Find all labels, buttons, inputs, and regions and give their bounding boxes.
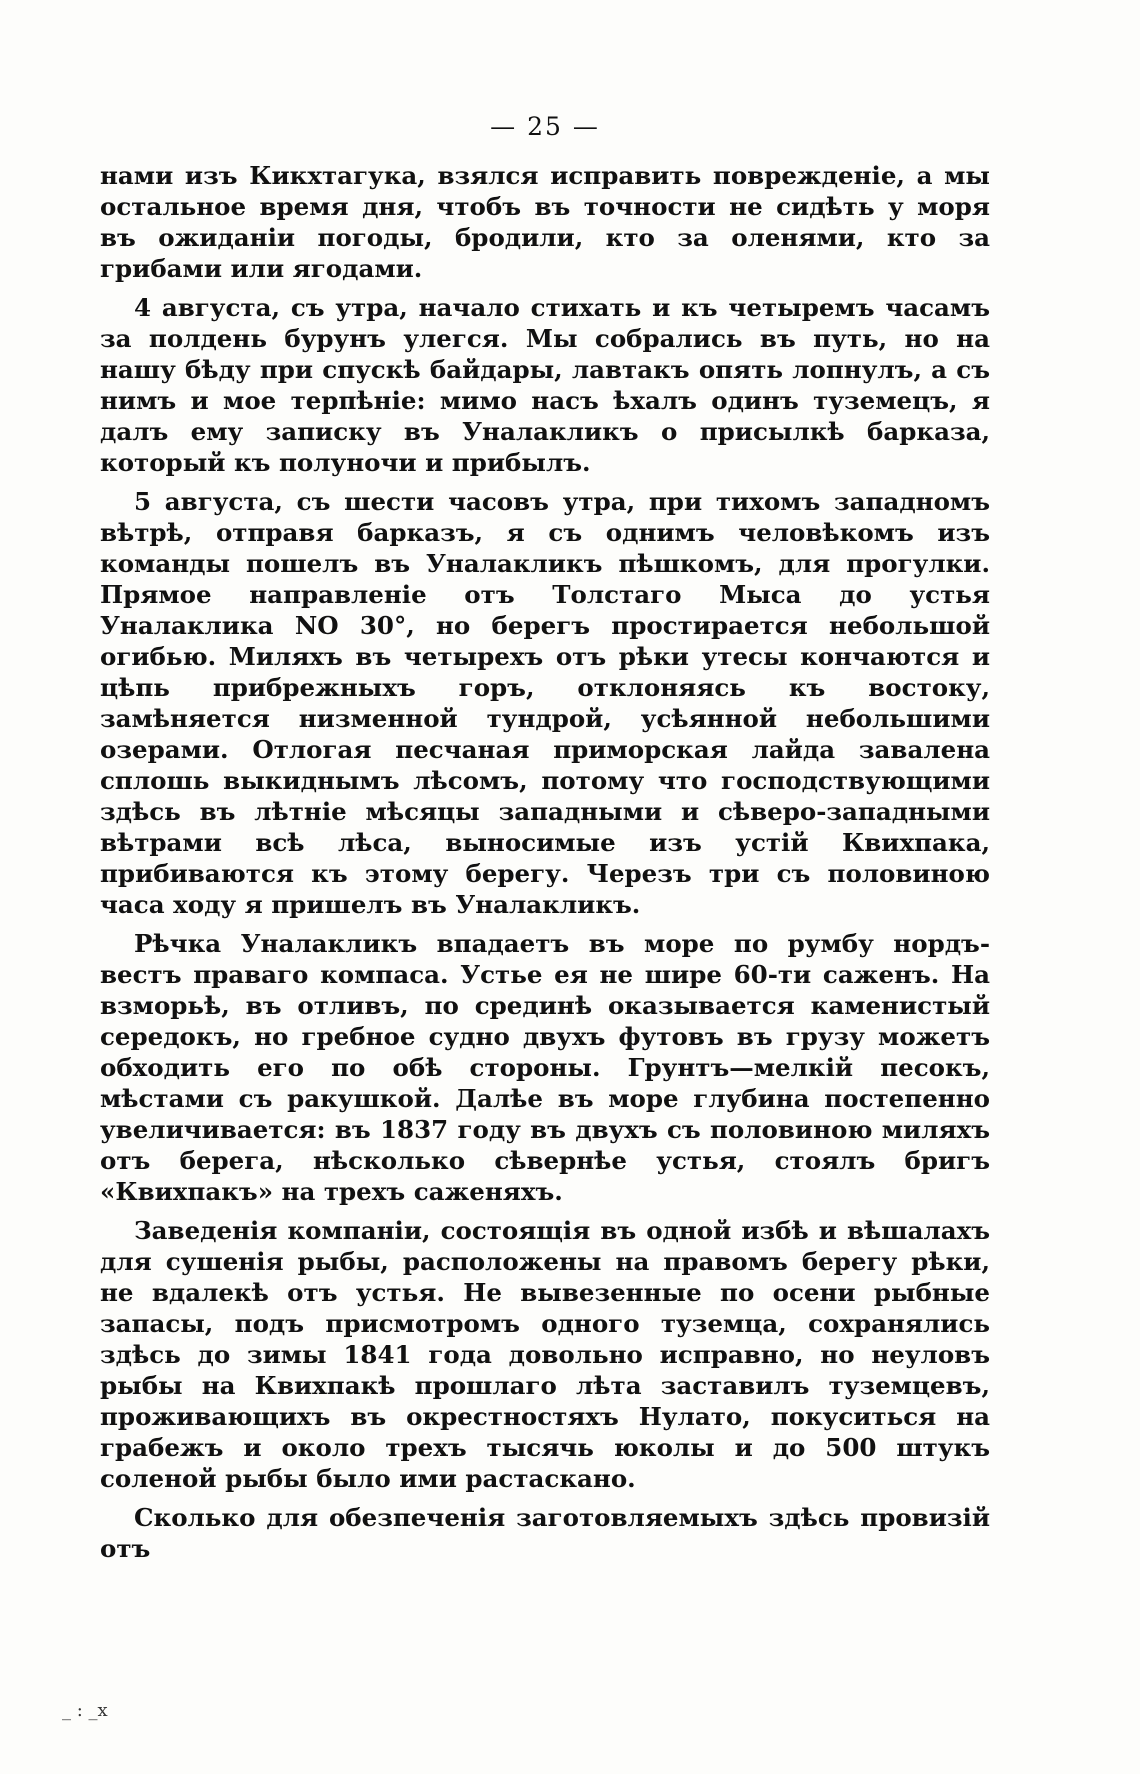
paragraph-unalaklik-river: Рѣчка Уналакликъ впадаетъ въ море по румбу нордъ-вестъ праваго компаса. Устье ея не шире 60-ти саженъ. На взморьѣ, въ отливъ, по срединѣ оказывается каменистый середокъ, но гребное судно двухъ футовъ въ грузу можетъ обходить его по обѣ стороны. Грунтъ—мелкій песокъ, мѣстами съ ракушкой. Далѣе въ море глубина постепенно увеличивается: въ 1837 году въ двухъ съ половиною миляхъ отъ берега, нѣсколько сѣвернѣе устья, стоялъ бригъ «Квихпакъ» на трехъ саженяхъ. <box>100 929 990 1206</box>
paragraph-continued: нами изъ Кикхтагука, взялся исправить поврежденіе, а мы остальное время дня, чтобъ въ точности не сидѣть у моря въ ожиданіи погоды, бродили, кто за оленями, кто за грибами или ягодами. <box>100 161 990 283</box>
page-body-text <box>100 160 990 1572</box>
paragraph-august-5: 5 августа, съ шести часовъ утра, при тихомъ западномъ вѣтрѣ, отправя барказъ, я съ однимъ человѣкомъ изъ команды пошелъ въ Уналакликъ пѣшкомъ, для прогулки. Прямое направленіе отъ Толстаго Мыса до устья Уналаклика NO 30°, но берегъ простирается небольшой огибью. Миляхъ въ четырехъ отъ рѣки утесы кончаются и цѣпь прибрежныхъ горъ, отклоняясь къ востоку, замѣняется низменной тундрой, усѣянной небольшими озерами. Отлогая песчаная приморская лайда завалена сплошь выкиднымъ лѣсомъ, потому что господствующими здѣсь въ лѣтніе мѣсяцы западными и сѣверо-западными вѣтрами всѣ лѣса, выносимые изъ устій Квихпака, прибиваются къ этому берегу. Черезъ три съ половиною часа ходу я пришелъ въ Уналакликъ. <box>100 487 990 919</box>
page-number: — 25 — <box>490 112 600 141</box>
paragraph-provisions: Сколько для обезпеченія заготовляемыхъ здѣсь провизій отъ <box>100 1503 990 1563</box>
paragraph-company-establishments: Заведенія компаніи, состоящія въ одной избѣ и вѣшалахъ для сушенія рыбы, расположены на правомъ берегу рѣки, не вдалекѣ отъ устья. Не вывезенные по осени рыбные запасы, подъ присмотромъ одного туземца, сохранялись здѣсь до зимы 1841 года довольно исправно, но неуловъ рыбы на Квихпакѣ прошлаго лѣта заставилъ туземцевъ, проживающихъ въ окрестностяхъ Нулато, покуситься на грабежъ и около трехъ тысячь юколы и до 500 штукъ соленой рыбы было ими растаскано. <box>100 1216 990 1493</box>
margin-scan-mark: _ : _x <box>62 1700 108 1721</box>
paragraph-august-4: 4 августа, съ утра, начало стихать и къ четыремъ часамъ за полдень бурунъ улегся. Мы собрались въ путь, но на нашу бѣду при спускѣ байдары, лавтакъ опять лопнулъ, а съ нимъ и мое терпѣніе: мимо насъ ѣхалъ одинъ туземецъ, я далъ ему записку въ Уналакликъ о присылкѣ барказа, который къ полуночи и прибылъ. <box>100 293 990 477</box>
